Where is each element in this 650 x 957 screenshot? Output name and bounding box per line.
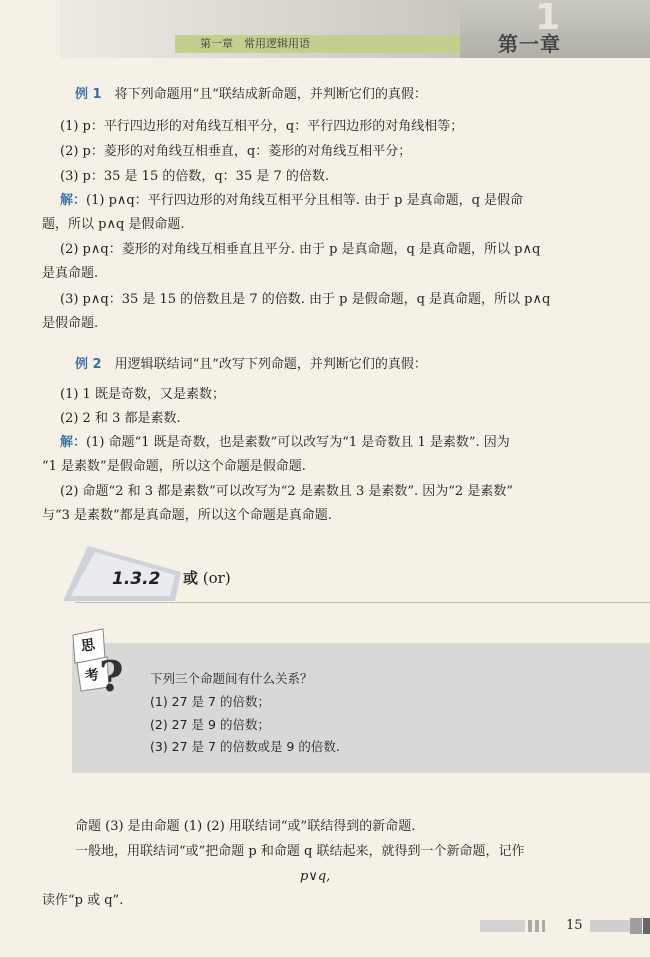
example1-solution-line-3: (2) p∧q：菱形的对角线互相垂直且平分. 由于 p 是真命题，q 是真命题，所以 p∧q — [60, 242, 541, 257]
example1-heading — [75, 86, 427, 104]
chapter-label: 第一章 — [498, 32, 561, 56]
example1-solution-line-2: 题，所以 p∧q 是假命题. — [42, 217, 185, 232]
example2-solution-line-1: 解：(1) 命题“1 既是奇数，也是素数”可以改写为“1 是奇数且 1 是素数”. 因为 — [60, 435, 510, 450]
example1-solution-label: 解： — [60, 193, 87, 208]
page-number-bar — [480, 918, 650, 934]
example1-solution-line-4: 是真命题. — [42, 266, 99, 281]
body-line-2: 一般地，用联结词“或”把命题 p 和命题 q 联结起来，就得到一个新命题，记作 — [75, 844, 525, 859]
example2-solution-line-4: 与“3 是素数”都是真命题，所以这个命题是真命题. — [42, 508, 332, 523]
example1-solution-line-5: (3) p∧q：35 是 15 的倍数且是 7 的倍数. 由于 p 是假命题，q 是真命题，所以 p∧q — [60, 292, 551, 307]
page-header — [0, 0, 650, 62]
section-title — [183, 567, 231, 588]
example1-solution-line-6: 是假命题. — [42, 316, 99, 331]
section-divider — [75, 602, 650, 603]
body-line-3: 读作“p 或 q”. — [42, 893, 124, 908]
think-char-2: 考 — [83, 667, 101, 685]
think-question: 下列三个命题间有什么关系？ — [150, 671, 313, 686]
formula: p∨q, — [300, 869, 331, 884]
example1-item-2: (2) p：菱形的对角线互相垂直，q：菱形的对角线互相平分； — [60, 144, 412, 159]
think-item-3: (3) 27 是 7 的倍数或是 9 的倍数. — [150, 739, 340, 754]
page-number: 15 — [566, 918, 583, 933]
think-item-1: (1) 27 是 7 的倍数； — [150, 694, 270, 709]
section-title-cn: 或 — [183, 569, 199, 587]
think-icon — [65, 625, 140, 700]
example2-solution-line-2: “1 是素数”是假命题，所以这个命题是假命题. — [42, 459, 306, 474]
example2-label: 例 2 — [75, 357, 102, 372]
example2-heading — [75, 356, 427, 374]
example1-label: 例 1 — [75, 87, 102, 102]
example1-item-1: (1) p：平行四边形的对角线互相平分，q：平行四边形的对角线相等； — [60, 119, 464, 134]
example1-item-3: (3) p：35 是 15 的倍数，q：35 是 7 的倍数. — [60, 169, 330, 184]
example2-solution-label: 解： — [60, 435, 87, 450]
example2-prompt: 用逻辑联结词“且”改写下列命题，并判断它们的真假： — [114, 357, 427, 372]
section-title-en: (or) — [202, 569, 231, 587]
example1-solution-line-1: 解：(1) p∧q：平行四边形的对角线互相平分且相等. 由于 p 是真命题，q 是假命 — [60, 193, 524, 208]
example1-prompt: 将下列命题用“且”联结成新命题，并判断它们的真假： — [114, 87, 427, 102]
body-line-1: 命题 (3) 是由命题 (1) (2) 用联结词“或”联结得到的新命题. — [75, 819, 416, 834]
svg-text:?: ? — [99, 652, 124, 700]
think-item-2: (2) 27 是 9 的倍数； — [150, 717, 270, 732]
example2-solution-line-3: (2) 命题“2 和 3 都是素数”可以改写为“2 是素数且 3 是素数”. 因为“2 是素数” — [60, 484, 513, 499]
example2-item-1: (1) 1 既是奇数，又是素数； — [60, 387, 225, 402]
think-char-1: 思 — [79, 637, 97, 655]
running-title: 第一章 常用逻辑用语 — [200, 37, 310, 50]
section-number: 1.3.2 — [112, 569, 161, 589]
chapter-digit: 1 — [535, 0, 561, 38]
example2-item-2: (2) 2 和 3 都是素数. — [60, 411, 181, 426]
